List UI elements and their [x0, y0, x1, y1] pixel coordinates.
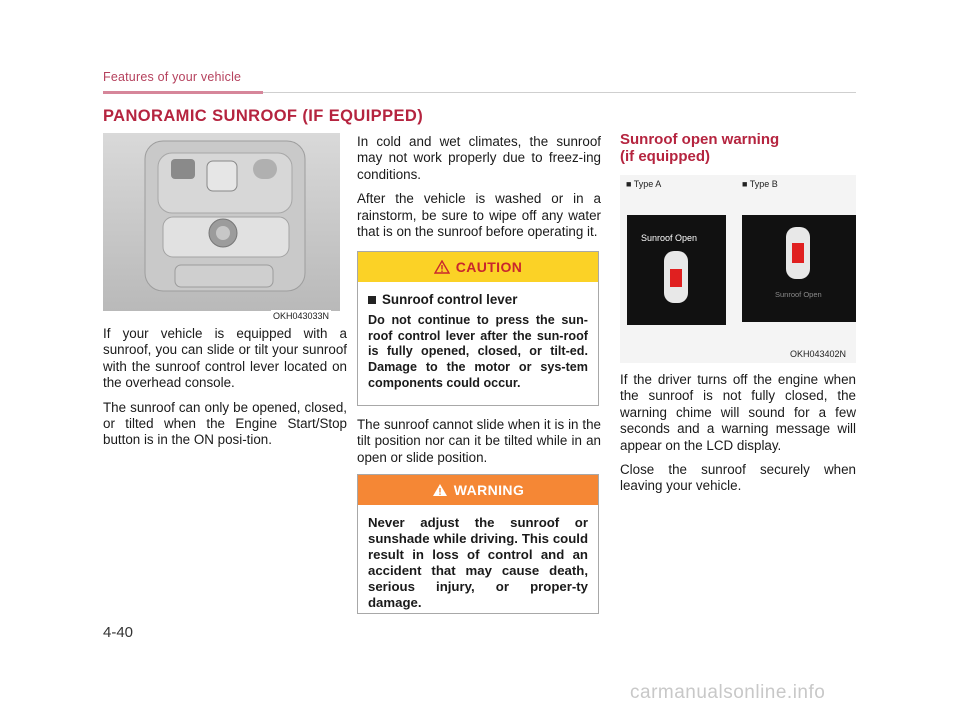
page-number: 4-40 — [103, 624, 134, 641]
subsection-title-line2: (if equipped) — [620, 148, 710, 165]
watermark: carmanualsonline.info — [630, 682, 826, 703]
subsection-title-line1: Sunroof open warning — [620, 131, 780, 148]
caution-triangle-icon — [434, 260, 450, 274]
diagram-caption: OKH043402N — [790, 349, 847, 359]
warning-triangle-icon — [432, 483, 448, 497]
lcd-screen-b-text: Sunroof Open — [775, 290, 822, 299]
type-a-label: ■ Type A — [626, 179, 662, 189]
photo-caption: OKH043033N — [273, 311, 330, 321]
left-paragraph: If your vehicle is equipped with a sunroof, you can slide or tilt your sunroof with the sunroof control lever located on the overhead console. — [103, 326, 347, 391]
subsection-title — [620, 131, 856, 165]
header-accent-bar — [103, 91, 263, 94]
left-paragraph: The sunroof can only be opened, closed, or tilted when the Engine Start/Stop button is in the ON posi-tion. — [103, 399, 347, 448]
lcd-screen-a-text: Sunroof Open — [641, 233, 698, 243]
sunroof-warning-diagram — [620, 175, 856, 363]
caution-header — [358, 252, 598, 282]
left-column — [103, 326, 347, 457]
type-b-label: ■ Type B — [742, 179, 778, 189]
caution-heading: CAUTION — [455, 259, 523, 275]
warning-heading: WARNING — [453, 482, 525, 498]
header-section-label: Features of your vehicle — [103, 70, 242, 84]
header-rule — [263, 92, 856, 93]
warning-box — [357, 474, 599, 614]
caution-box — [357, 251, 599, 406]
right-column — [620, 372, 856, 503]
car-top-view-a-icon — [664, 251, 688, 303]
overhead-console-photo — [103, 133, 340, 311]
section-title: PANORAMIC SUNROOF (IF EQUIPPED) — [103, 107, 424, 125]
right-paragraph: Close the sunroof securely when leaving your vehicle. — [620, 462, 856, 494]
middle-bottom-paragraph: The sunroof cannot slide when it is in the tilt position nor can it be tilted while in an open or slide position. — [357, 417, 601, 465]
middle-column — [357, 134, 601, 248]
caution-subheading: Sunroof control lever — [382, 292, 518, 307]
warning-header — [358, 475, 598, 505]
bullet-square-icon — [368, 296, 376, 304]
caution-subheading-row — [368, 292, 588, 307]
middle-paragraph: After the vehicle is washed or in a rainstorm, be sure to wipe off any water that is on the sunroof before operating it. — [357, 191, 601, 240]
right-paragraph: If the driver turns off the engine when the sunroof is not fully closed, the warning chime will sound for a few seconds and a warning message will appear on the LCD display. — [620, 372, 856, 453]
middle-paragraph: In cold and wet climates, the sunroof may not work properly due to freez-ing conditions. — [357, 134, 601, 182]
car-top-view-b-icon — [786, 227, 810, 279]
warning-body: Never adjust the sunroof or sunshade while driving. This could result in loss of control and an accident that may cause death, serious injury, or proper-ty damage. — [368, 515, 588, 610]
caution-body: Do not continue to press the sun-roof control lever after the sun-roof is fully opened, closed, or tilt-ed. Damage to the motor or sys-tem components could occur. — [368, 313, 588, 390]
